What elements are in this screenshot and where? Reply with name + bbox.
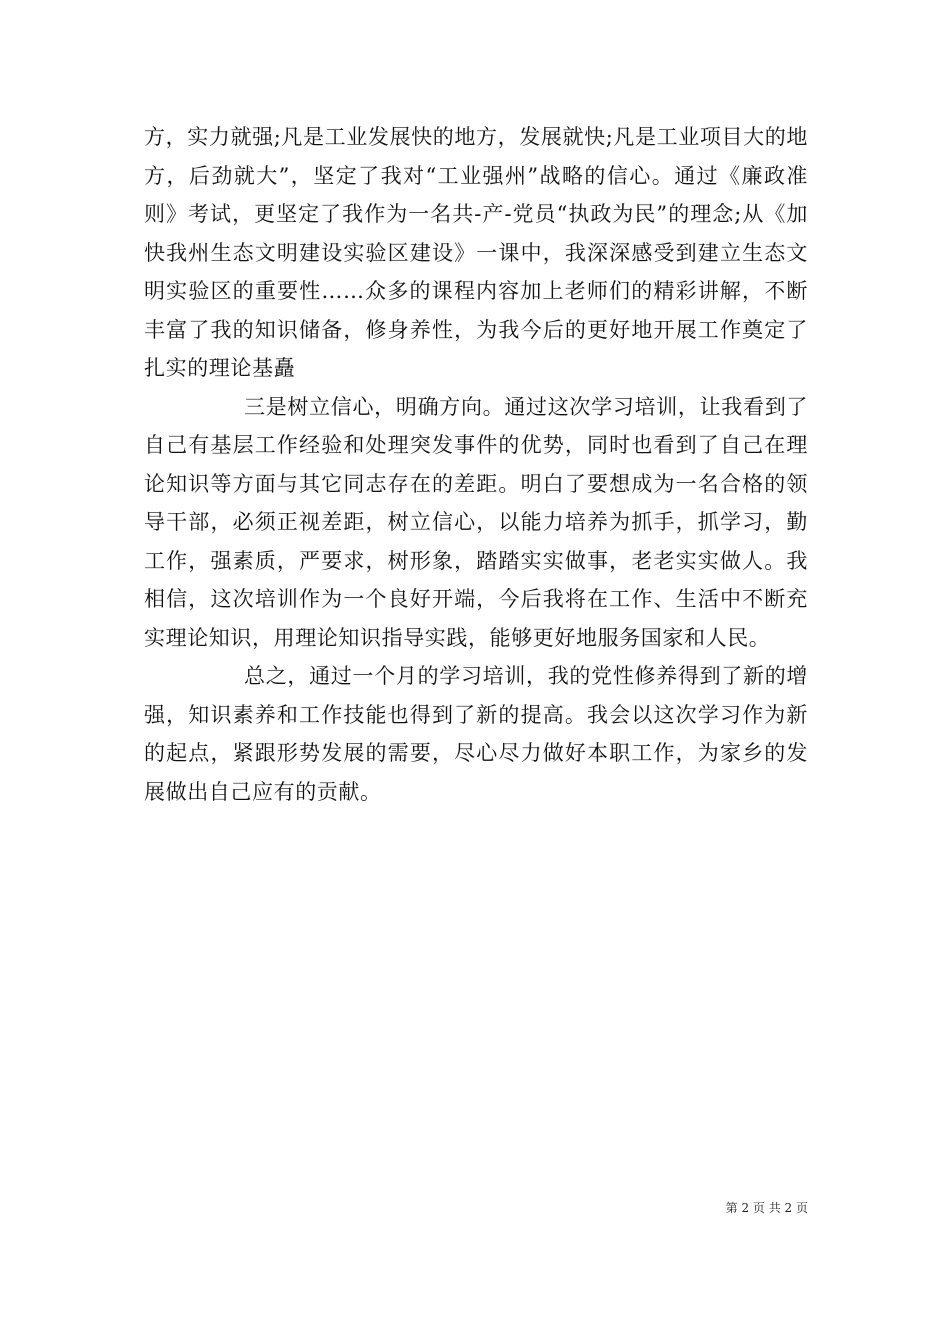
document-body [144, 118, 808, 811]
paragraph-continuation: 方，实力就强;凡是工业发展快的地方，发展就快;凡是工业项目大的地方，后劲就大”，坚定了我对“工业强州”战略的信心。通过《廉政准则》考试，更坚定了我作为一名共-产-党员“执政为民”的理念;从《加快我州生态文明建设实验区建设》一课中，我深深感受到建立生态文明实验区的重要性……众多的课程内容加上老师们的精彩讲解，不断丰富了我的知识储备，修身养性，为我今后的更好地开展工作奠定了扎实的理论基矗 [144, 125, 808, 380]
paragraph-conclusion: 总之，通过一个月的学习培训，我的党性修养得到了新的增强，知识素养和工作技能也得到了新的提高。我会以这次学习作为新的起点，紧跟形势发展的需要，尽心尽力做好本职工作，为家乡的发展做出自己应有的贡献。 [144, 664, 808, 804]
page-number-footer: 第 2 页 共 2 页 [725, 1201, 808, 1215]
paragraph-confidence-direction: 三是树立信心，明确方向。通过这次学习培训，让我看到了自己有基层工作经验和处理突发事件的优势，同时也看到了自己在理论知识等方面与其它同志存在的差距。明白了要想成为一名合格的领导干部，必须正视差距，树立信心，以能力培养为抓手，抓学习，勤工作，强素质，严要求，树形象，踏踏实实做事，老老实实做人。我相信，这次培训作为一个良好开端，今后我将在工作、生活中不断充实理论知识，用理论知识指导实践，能够更好地服务国家和人民。 [144, 394, 808, 650]
